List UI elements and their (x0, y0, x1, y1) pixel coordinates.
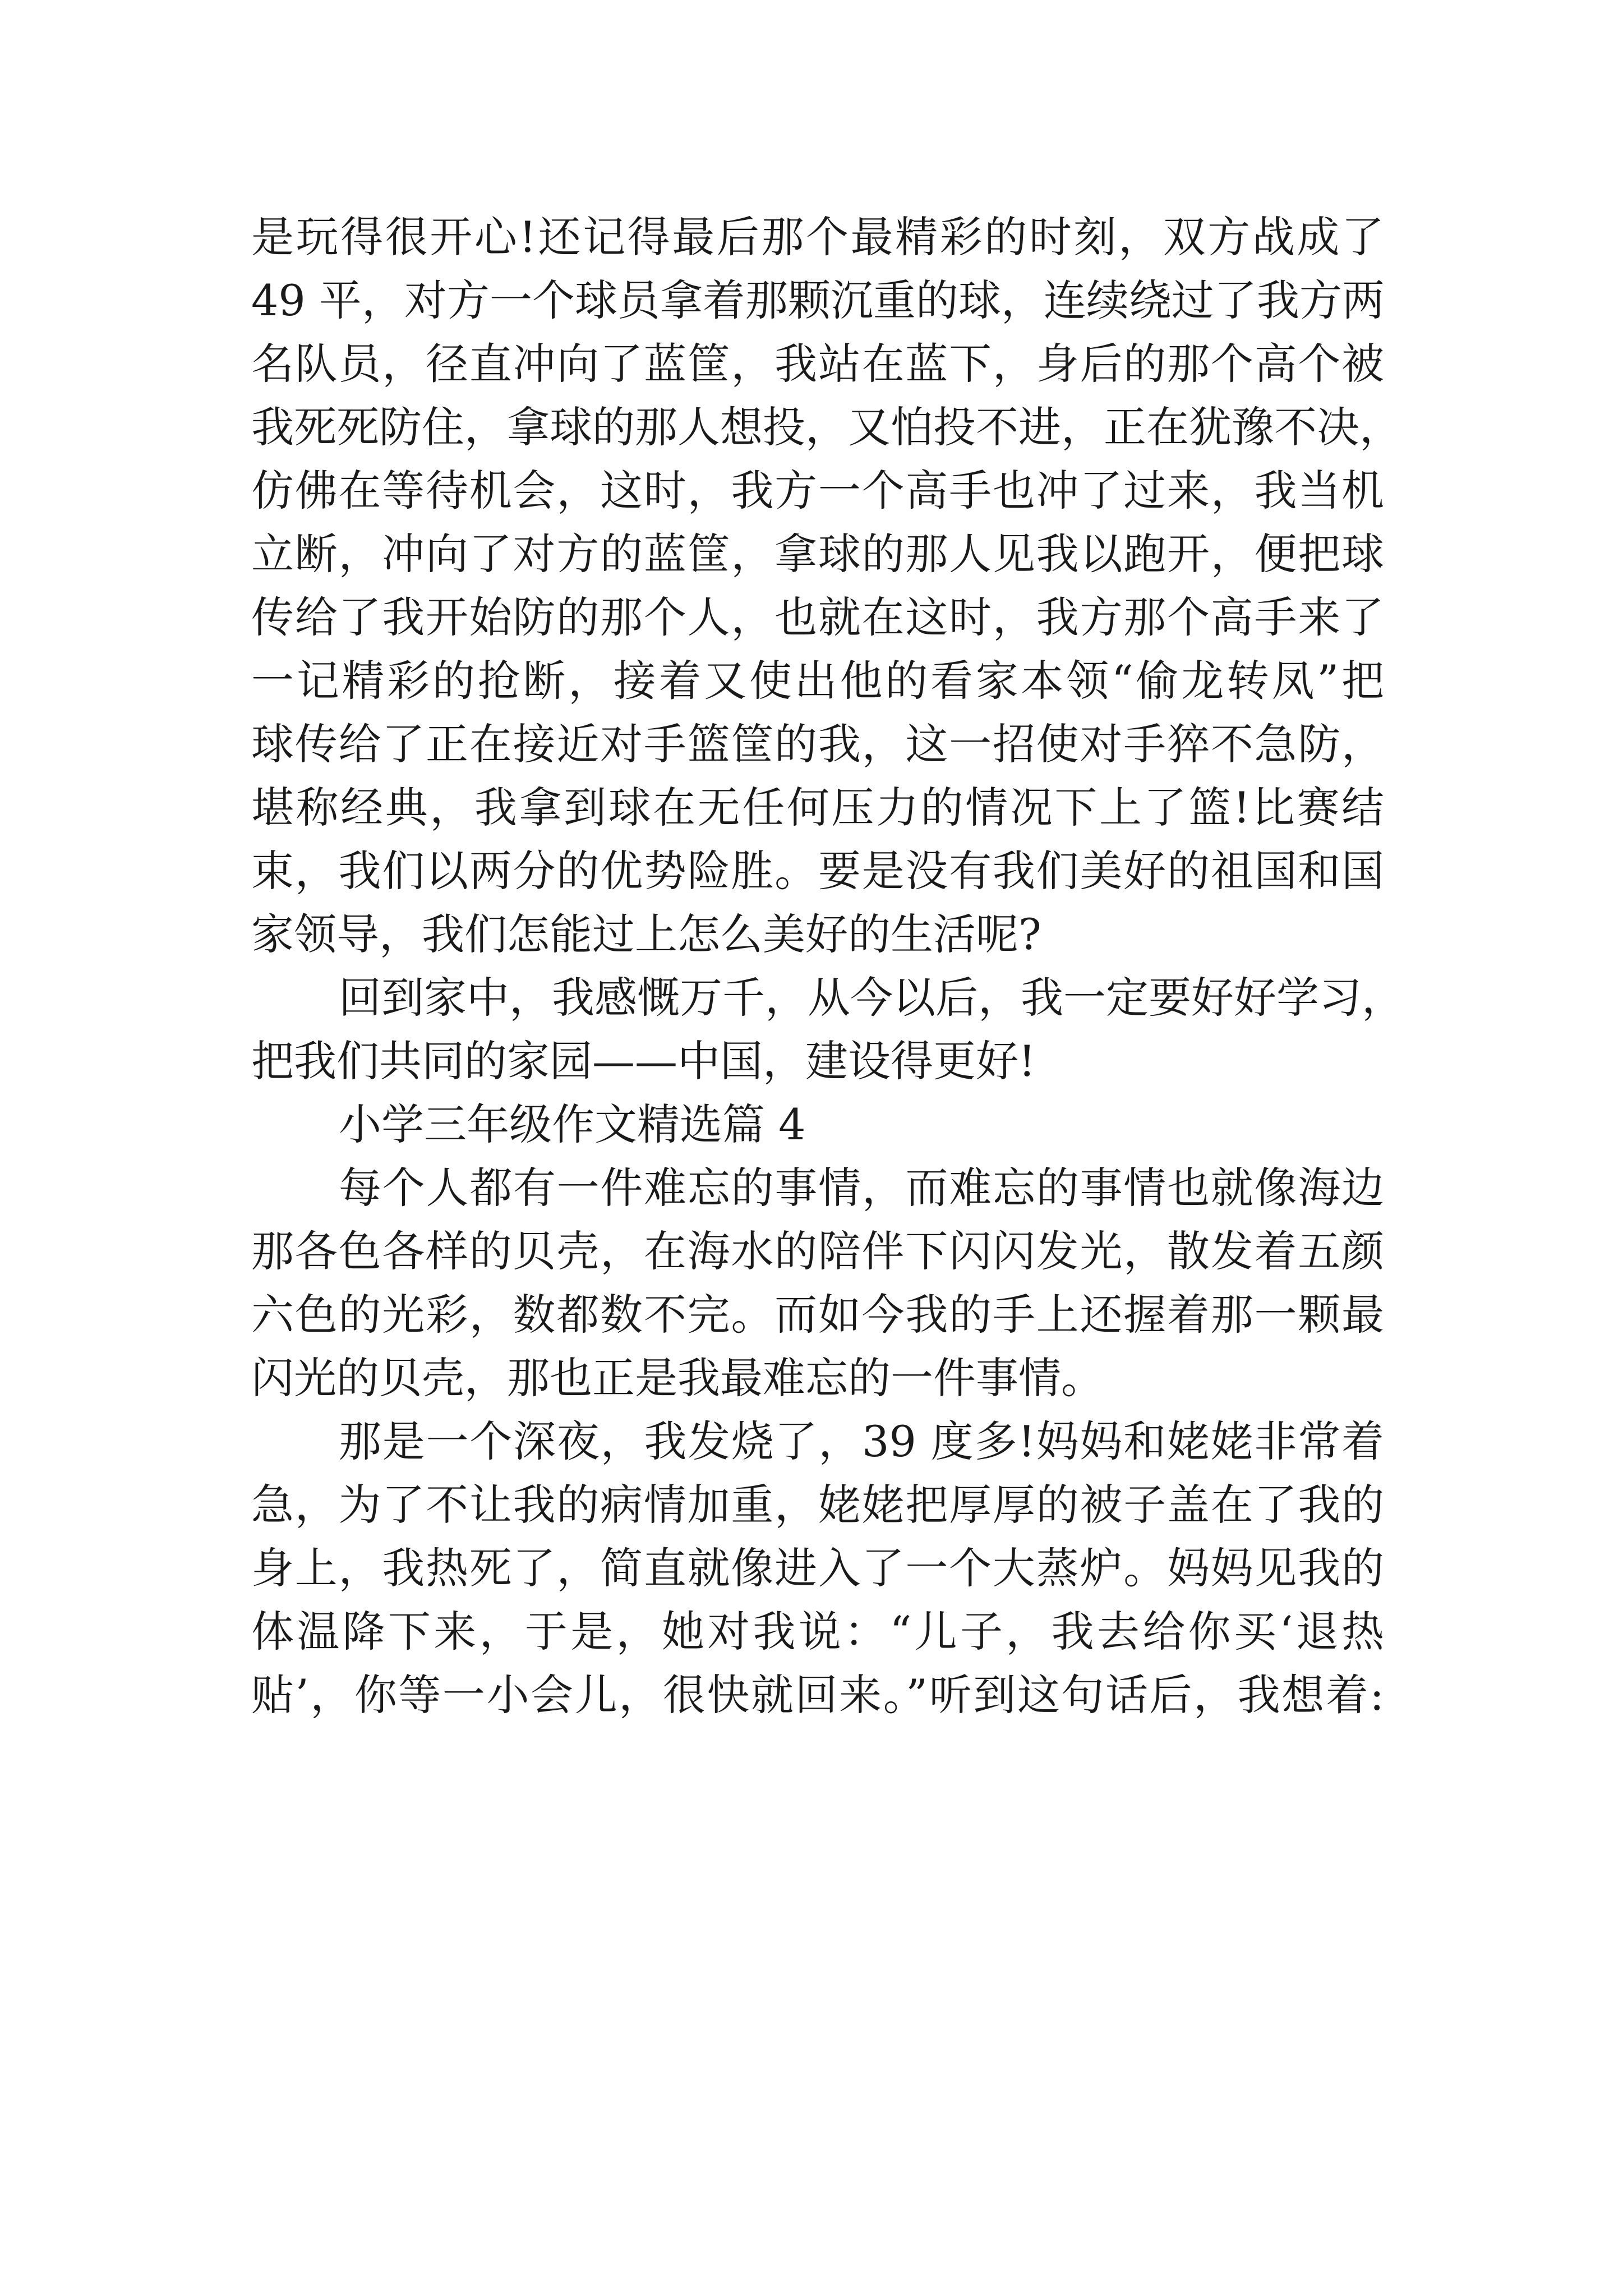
text-line: 体温降下来，于是，她对我说：“儿子，我去给你买‘退热 (251, 1607, 1384, 1657)
text-line: 闪光的贝壳，那也正是我最难忘的一件事情。 (251, 1353, 1104, 1403)
text-line: 一记精彩的抢断，接着又使出他的看家本领“偷龙转凤”把 (251, 656, 1384, 706)
text-line: 是玩得很开心!还记得最后那个最精彩的时刻，双方战成了 (251, 212, 1384, 262)
text-line: 回到家中，我感慨万千，从今以后，我一定要好好学习， (339, 973, 1404, 1023)
text-line: 束，我们以两分的优势险胜。要是没有我们美好的祖国和国 (251, 846, 1384, 896)
section-heading: 小学三年级作文精选篇 4 (339, 1099, 806, 1149)
text-line: 贴’，你等一小会儿，很快就回来。”听到这句话后，我想着: (251, 1670, 1384, 1720)
text-line: 身上，我热死了，简直就像进入了一个大蒸炉。妈妈见我的 (251, 1543, 1384, 1593)
text-line: 家领导，我们怎能过上怎么美好的生活呢? (251, 909, 1041, 959)
text-line: 传给了我开始防的那个人，也就在这时，我方那个高手来了 (251, 592, 1384, 642)
text-line: 那各色各样的贝壳，在海水的陪伴下闪闪发光，散发着五颜 (251, 1226, 1384, 1276)
text-line: 堪称经典，我拿到球在无任何压力的情况下上了篮!比赛结 (251, 783, 1384, 832)
text-line: 六色的光彩，数都数不完。而如今我的手上还握着那一颗最 (251, 1290, 1384, 1340)
text-line: 那是一个深夜，我发烧了，39 度多!妈妈和姥姥非常着 (339, 1416, 1384, 1466)
text-line: 49 平，对方一个球员拿着那颗沉重的球，连续绕过了我方两 (251, 275, 1385, 325)
text-line: 名队员，径直冲向了蓝筐，我站在蓝下，身后的那个高个被 (251, 339, 1384, 389)
text-line: 我死死防住，拿球的那人想投，又怕投不进，正在犹豫不决， (251, 402, 1402, 452)
text-line: 急，为了不让我的病情加重，姥姥把厚厚的被子盖在了我的 (251, 1480, 1384, 1530)
text-line: 球传给了正在接近对手篮筐的我，这一招使对手猝不急防， (251, 719, 1384, 769)
text-line: 把我们共同的家园——中国，建设得更好! (251, 1036, 1036, 1086)
text-line: 仿佛在等待机会，这时，我方一个高手也冲了过来，我当机 (251, 466, 1384, 516)
text-line: 每个人都有一件难忘的事情，而难忘的事情也就像海边 (339, 1163, 1384, 1213)
text-line: 立断，冲向了对方的蓝筐，拿球的那人见我以跑开，便把球 (251, 529, 1384, 579)
